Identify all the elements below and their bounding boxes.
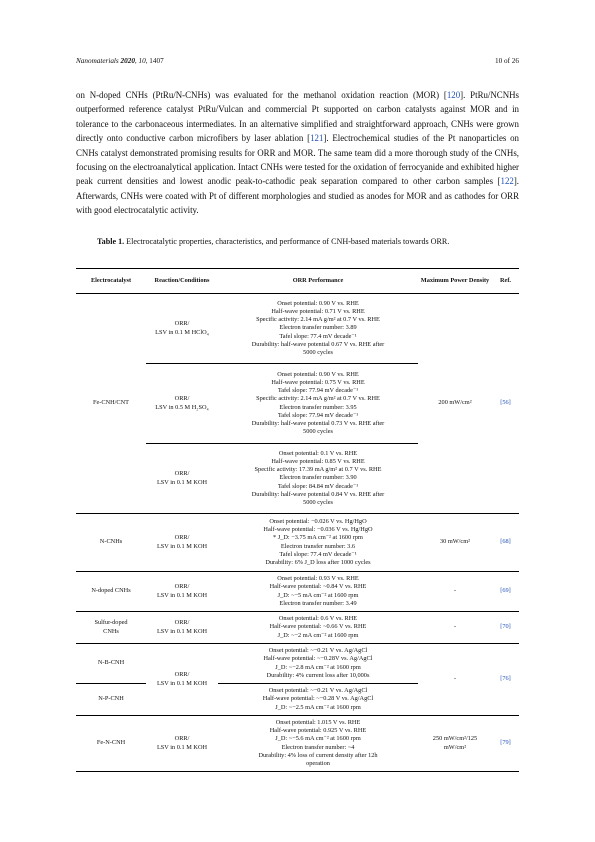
- reference-link[interactable]: [79]: [492, 716, 519, 772]
- catalyst-cell: N-CNHs: [76, 514, 146, 572]
- reference-link[interactable]: [70]: [492, 612, 519, 644]
- citation-link[interactable]: 122: [500, 176, 514, 187]
- reference-link[interactable]: [56]: [492, 294, 519, 514]
- table-label: Table 1.: [97, 237, 125, 246]
- catalyst-cell: N-B-CNH: [76, 644, 146, 684]
- power-density-cell: 30 mW/cm²: [418, 514, 492, 572]
- header-reaction-conditions: Reaction/Conditions: [146, 269, 218, 294]
- citation-link[interactable]: 120: [446, 90, 461, 100]
- catalyst-cell: Fe-CNH/CNT: [76, 294, 146, 514]
- power-density-cell: -: [418, 572, 492, 612]
- performance-cell: Onset potential: 0.93 V vs. RHE Half-wave potential: ~0.84 V vs. RHE J_D: ~−5 mA cm⁻² at 1600 rpm Electron transfer number: 3.49: [218, 572, 418, 612]
- performance-cell: Onset potential: 0.1 V vs. RHE Half-wave potential: 0.85 V vs. RHE Specific activity: 17.39 mA g/m² at 0.7 V vs. RHE Electron transfer number: 3.90 Tafel slope: 84.84 mV decade⁻¹ Durability: half-wave potential 0.84 V vs. RHE after 5000 cycles: [218, 444, 418, 514]
- catalyst-cell: N-P-CNH: [76, 684, 146, 716]
- table-caption: Table 1. Electrocatalytic properties, characteristics, and performance of CNH-based materials towards ORR.: [97, 237, 450, 246]
- reference-link[interactable]: [76]: [492, 644, 519, 716]
- table-row: [76, 294, 519, 364]
- conditions-cell: ORR/ LSV in 0.1 M HClO₄: [146, 294, 218, 364]
- conditions-cell: ORR/ LSV in 0.1 M KOH: [146, 612, 218, 644]
- table-row: [76, 644, 519, 684]
- conditions-cell: ORR/ LSV in 0.1 M KOH: [146, 444, 218, 514]
- power-density-cell: 250 mW/cm²/125 mW/cm²: [418, 716, 492, 772]
- orr-performance-table: [76, 268, 519, 772]
- header-max-power-density: Maximum Power Density: [418, 269, 492, 294]
- performance-cell: Onset potential: 0.90 V vs. RHE Half-wave potential: 0.75 V vs. RHE Tafel slope: 77.94 mV decade⁻¹ Specific activity: 2.14 mA g/m² at 0.7 V vs. RHE Electron transfer number: 3.95 Tafel slope: 77.94 mV decade⁻¹ Durability: half-wave potential 0.73 V vs. RHE after 5000 cycles: [218, 364, 418, 444]
- citation-link[interactable]: 121: [310, 133, 324, 144]
- header-ref: Ref.: [492, 269, 519, 294]
- journal-citation: Nanomaterials 2020, 10, 1407: [76, 57, 164, 65]
- conditions-cell: ORR/ LSV in 0.1 M KOH: [146, 716, 218, 772]
- catalyst-cell: N-doped CNHs: [76, 572, 146, 612]
- performance-cell: Onset potential: ~−0.21 V vs. Ag/AgCl Half-wave potential: ~−0.28V vs. Ag/AgCl J_D: ~−2.8 mA cm⁻² at 1600 rpm Durability: 4% current loss after 10,000s: [218, 644, 418, 684]
- body-paragraph: on N-doped CNHs (PtRu/N-CNHs) was evaluated for the methanol oxidation reaction (MOR) [120]. PtRu/NCNHs outperformed reference catalyst PtRu/Vulcan and commercial Pt supported on carbon catalysts against MOR and in tolerance to the carbonaceous intermediates. In an alternative simplified and straightforward approach, CNHs were grown directly onto conductive carbon microfibers by laser ablation [121]. Electrochemical studies of the Pt nanoparticles on CNHs catalyst demonstrated promising results for ORR and MOR. The same team did a more thorough study of the CNHs, focusing on the electroanalytical application. Intact CNHs were tested for the oxidation of ferrocyanide and exhibited higher peak current densities and lowest anodic peak-to-cathodic peak separation compared to other carbon samples [122]. Afterwards, CNHs were coated with Pt of different morphologies and studied as anodes for MOR and as cathodes for ORR with good electrocatalytic activity.: [76, 90, 519, 216]
- reference-link[interactable]: [69]: [492, 572, 519, 612]
- conditions-cell: ORR/ LSV in 0.5 M H₂SO₄: [146, 364, 218, 444]
- page-number: 10 of 26: [495, 57, 519, 65]
- conditions-cell: ORR/ LSV in 0.1 M KOH: [146, 572, 218, 612]
- page-header: [76, 57, 519, 65]
- table-row: [76, 716, 519, 772]
- performance-cell: Onset potential: −0.026 V vs. Hg/HgO Half-wave potential: −0.036 V vs. Hg/HgO * J_D: −3.75 mA cm⁻² at 1600 rpm Electron transfer number: 3.6 Tafel slope: 77.4 mV decade⁻¹ Durability: 6% J_D loss after 1000 cycles: [218, 514, 418, 572]
- performance-cell: Onset potential: 1.015 V vs. RHE Half-wave potential: 0.925 V vs. RHE J_D: ~−5.6 mA cm⁻² at 1600 rpm Electron transfer number: ~4 Durability: 4% loss of current density after 12h operation: [218, 716, 418, 772]
- catalyst-cell: Sulfur-doped CNHs: [76, 612, 146, 644]
- power-density-cell: 200 mW/cm²: [418, 294, 492, 514]
- header-electrocatalyst: Electrocatalyst: [76, 269, 146, 294]
- header-orr-performance: ORR Performance: [218, 269, 418, 294]
- performance-cell: Onset potential: ~−0.21 V vs. Ag/AgCl Half-wave potential: ~−0.28 V vs. Ag/AgCl J_D: ~−2.5 mA cm⁻² at 1600 rpm: [218, 684, 418, 716]
- conditions-cell: ORR/ LSV in 0.1 M KOH: [146, 644, 218, 716]
- table-header-row: [76, 269, 519, 294]
- table-row: [76, 514, 519, 572]
- reference-link[interactable]: [68]: [492, 514, 519, 572]
- table-row: [76, 572, 519, 612]
- power-density-cell: -: [418, 612, 492, 644]
- catalyst-cell: Fe-N-CNH: [76, 716, 146, 772]
- power-density-cell: -: [418, 644, 492, 716]
- table-row: [76, 612, 519, 644]
- conditions-cell: ORR/ LSV in 0.1 M KOH: [146, 514, 218, 572]
- performance-cell: Onset potential: 0.90 V vs. RHE Half-wave potential: 0.71 V vs. RHE Specific activity: 2.14 mA g/m² at 0.7 V vs. RHE Electron transfer number: 3.89 Tafel slope: 77.4 mV decade⁻¹ Durability: half-wave potential 0.67 V vs. RHE after 5000 cycles: [218, 294, 418, 364]
- performance-cell: Onset potential: 0.6 V vs. RHE Half-wave potential: ~0.66 V vs. RHE J_D: ~−2 mA cm⁻² at 1600 rpm: [218, 612, 418, 644]
